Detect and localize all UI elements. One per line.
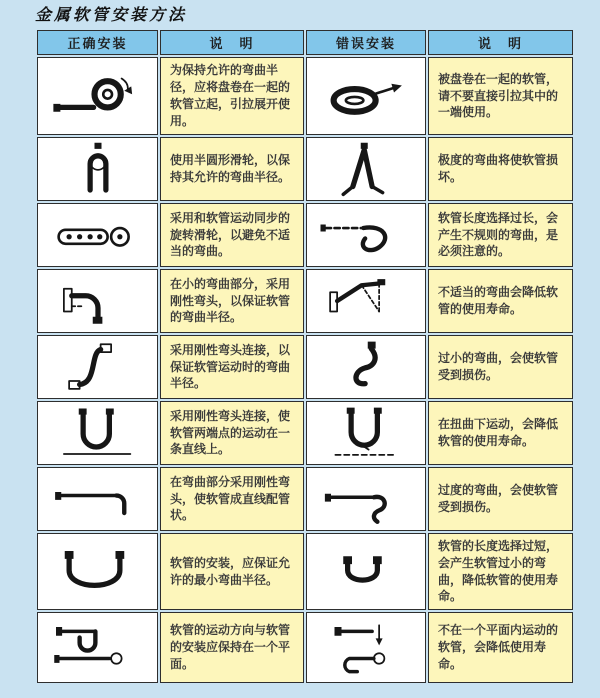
header-correct-install: 正确安装 bbox=[37, 30, 158, 55]
installation-table bbox=[35, 28, 575, 685]
extreme-bend-hose-icon bbox=[308, 141, 424, 197]
improper-bend-fitting-icon bbox=[308, 273, 424, 329]
overlong-hose-irregular-bend-icon bbox=[308, 207, 424, 263]
wrong-note-cell: 被盘卷在一起的软管，请不要直接引拉其中的一端使用。 bbox=[428, 57, 573, 135]
correct-note-cell: 使用半圆形滑轮，以保持其允许的弯曲半径。 bbox=[160, 137, 304, 201]
wrong-note-cell: 极度的弯曲将使软管损坏。 bbox=[428, 137, 573, 201]
table-row bbox=[37, 203, 573, 267]
correct-illustration-cell bbox=[37, 467, 158, 531]
twisted-u-hose-icon bbox=[308, 405, 424, 461]
wrong-illustration-cell bbox=[306, 467, 426, 531]
correct-illustration-cell bbox=[37, 203, 158, 267]
table-row bbox=[37, 533, 573, 610]
min-bend-radius-u-hose-icon bbox=[39, 544, 156, 600]
short-hose-tight-bend-icon bbox=[308, 544, 424, 600]
correct-illustration-cell bbox=[37, 57, 158, 135]
table-row bbox=[37, 335, 573, 399]
correct-illustration-cell bbox=[37, 612, 158, 683]
correct-illustration-cell bbox=[37, 533, 158, 610]
wrong-note-cell: 过小的弯曲，会使软管受到损伤。 bbox=[428, 335, 573, 399]
correct-note-cell: 软管的安装，应保证允许的最小弯曲半径。 bbox=[160, 533, 304, 610]
header-correct-note: 说 明 bbox=[160, 30, 304, 55]
standing-coil-unroll-icon bbox=[39, 68, 156, 124]
correct-illustration-cell bbox=[37, 335, 158, 399]
correct-illustration-cell bbox=[37, 401, 158, 465]
straight-pipe-rigid-elbow-icon bbox=[39, 471, 156, 527]
correct-note-cell: 采用刚性弯头连接，以保证软管运动时的弯曲半径。 bbox=[160, 335, 304, 399]
table-row bbox=[37, 137, 573, 201]
wrong-illustration-cell bbox=[306, 335, 426, 399]
wrong-illustration-cell bbox=[306, 401, 426, 465]
correct-illustration-cell bbox=[37, 137, 158, 201]
wrong-illustration-cell bbox=[306, 612, 426, 683]
page-title: 金属软管安装方法 bbox=[35, 5, 188, 24]
wrong-note-cell: 软管的长度选择过短，会产生软管过小的弯曲，降低软管的使用寿命。 bbox=[428, 533, 573, 610]
wrong-note-cell: 在扭曲下运动，会降低软管的使用寿命。 bbox=[428, 401, 573, 465]
table-row bbox=[37, 269, 573, 333]
in-plane-motion-hose-icon bbox=[39, 620, 156, 676]
wrong-note-cell: 不在一个平面内运动的软管，会降低使用寿命。 bbox=[428, 612, 573, 683]
too-small-bend-hook-icon bbox=[308, 339, 424, 395]
rigid-elbow-connection-icon bbox=[39, 339, 156, 395]
correct-note-cell: 为保持允许的弯曲半径，应将盘卷在一起的软管立起，引拉展开使用。 bbox=[160, 57, 304, 135]
wrong-illustration-cell bbox=[306, 203, 426, 267]
semicircular-pulley-hose-icon bbox=[39, 141, 156, 197]
out-of-plane-motion-hose-icon bbox=[308, 620, 424, 676]
header-wrong-install: 错误安装 bbox=[306, 30, 426, 55]
flat-coil-pulled-end-icon bbox=[308, 68, 424, 124]
table-row bbox=[37, 57, 573, 135]
wrong-note-cell: 不适当的弯曲会降低软管的使用寿命。 bbox=[428, 269, 573, 333]
wrong-note-cell: 软管长度选择过长，会产生不规则的弯曲，是必须注意的。 bbox=[428, 203, 573, 267]
rotating-pulley-hose-icon bbox=[39, 207, 156, 263]
u-hose-straight-line-motion-icon bbox=[39, 405, 156, 461]
over-bent-hose-end-icon bbox=[308, 471, 424, 527]
table-body bbox=[37, 57, 573, 683]
wrong-illustration-cell bbox=[306, 533, 426, 610]
correct-note-cell: 在小的弯曲部分，采用刚性弯头，以保证软管的弯曲半径。 bbox=[160, 269, 304, 333]
wrong-illustration-cell bbox=[306, 137, 426, 201]
correct-note-cell: 采用和软管运动同步的旋转滑轮，以避免不适当的弯曲。 bbox=[160, 203, 304, 267]
correct-note-cell: 采用刚性弯头连接，使软管两端点的运动在一条直线上。 bbox=[160, 401, 304, 465]
table-row bbox=[37, 612, 573, 683]
header-row bbox=[37, 30, 573, 55]
correct-illustration-cell bbox=[37, 269, 158, 333]
correct-note-cell: 软管的运动方向与软管的安装应保持在一个平面。 bbox=[160, 612, 304, 683]
table-row bbox=[37, 401, 573, 465]
header-wrong-note: 说 明 bbox=[428, 30, 573, 55]
wrong-illustration-cell bbox=[306, 269, 426, 333]
rigid-elbow-small-bend-icon bbox=[39, 273, 156, 329]
correct-note-cell: 在弯曲部分采用刚性弯头，使软管成直线配管状。 bbox=[160, 467, 304, 531]
wrong-note-cell: 过度的弯曲，会使软管受到损伤。 bbox=[428, 467, 573, 531]
table-row bbox=[37, 467, 573, 531]
wrong-illustration-cell bbox=[306, 57, 426, 135]
